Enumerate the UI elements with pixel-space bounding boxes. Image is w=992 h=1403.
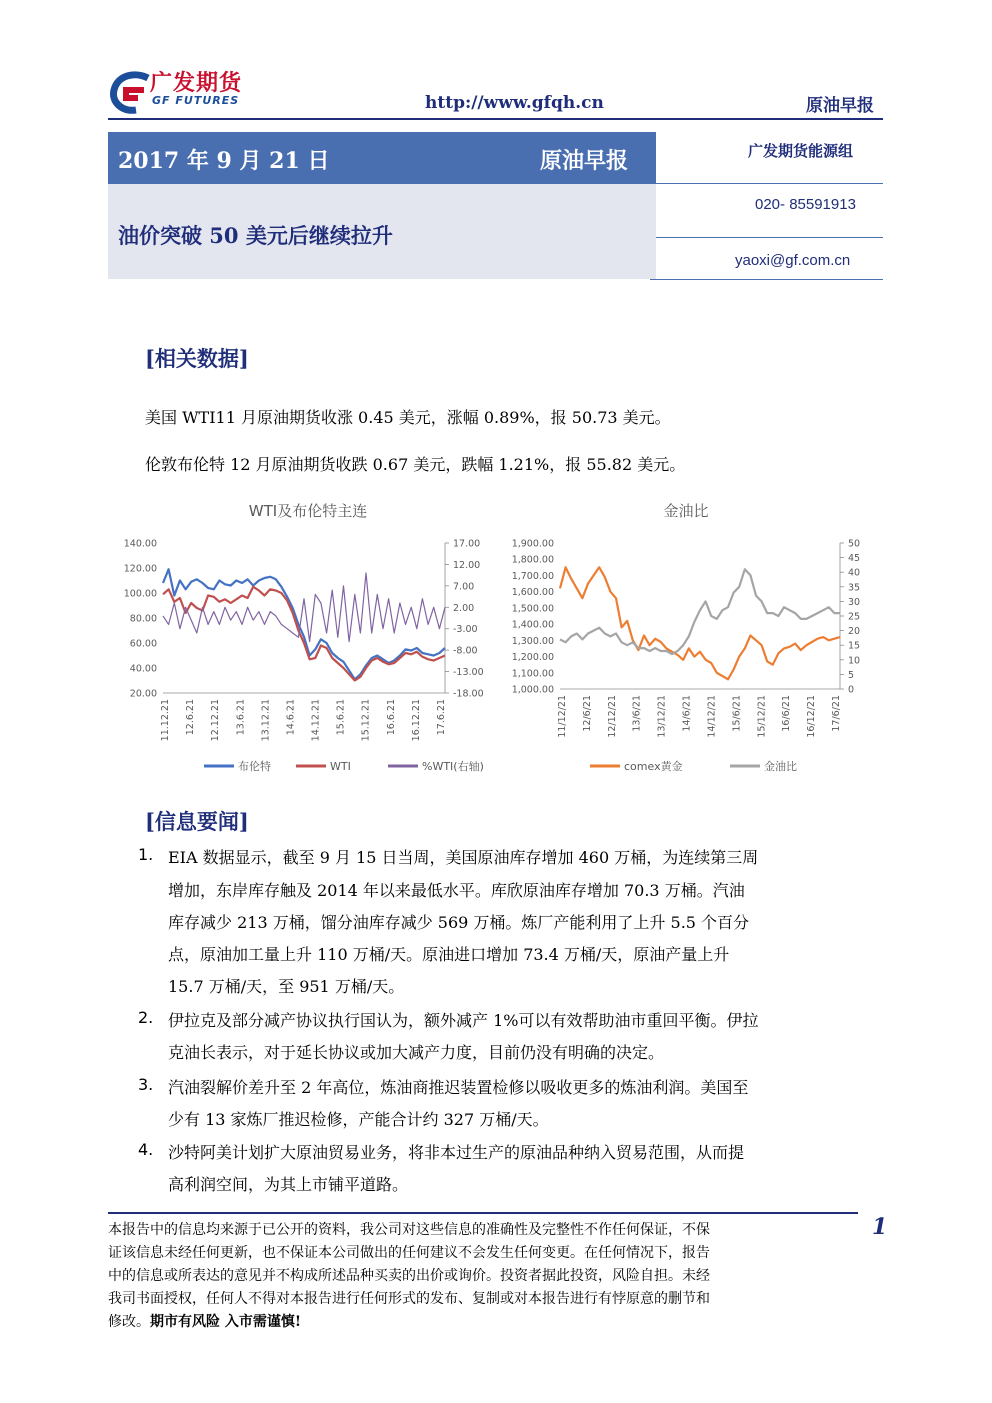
y-left-tick-label: 120.00 [123, 563, 157, 575]
disclaimer-line: 证该信息未经任何更新，也不保证本公司做出的任何建议不会发生任何变更。在任何情况下，报告 [108, 1245, 710, 1261]
x-tick-label: 16/6/21 [781, 695, 793, 732]
disclaimer-tail: 修改。 [108, 1314, 150, 1330]
logo-english-text: GF FUTURES [152, 94, 240, 107]
news-item-number: 1. [138, 845, 154, 864]
y-right-tick-label: 35 [848, 582, 861, 594]
news-item-number: 4. [138, 1140, 154, 1159]
y-left-tick-label: 1,200.00 [511, 652, 554, 664]
y-right-tick-label: 17.00 [453, 538, 481, 550]
news-item-line: 少有 13 家炼厂推迟检修，产能合计约 327 万桶/天。 [168, 1110, 549, 1129]
x-tick-label: 13.12.21 [260, 699, 272, 742]
y-right-tick-label: 45 [848, 553, 861, 565]
chart-title: WTI及布伦特主连 [248, 502, 368, 520]
legend-label: WTI [330, 760, 351, 773]
section-title-news: [信息要闻] [145, 809, 249, 834]
y-left-tick-label: 1,500.00 [511, 603, 554, 615]
y-left-tick-label: 1,100.00 [511, 668, 554, 680]
chart-wti-brent [118, 498, 498, 788]
x-tick-label: 16/12/21 [806, 695, 818, 738]
news-item-number: 3. [138, 1075, 154, 1094]
y-right-tick-label: -8.00 [453, 645, 478, 657]
series-line [163, 569, 445, 679]
contact-divider [656, 237, 883, 238]
x-tick-label: 14.12.21 [310, 699, 322, 742]
legend-label: 金油比 [764, 760, 797, 773]
x-tick-label: 14/12/21 [706, 695, 718, 738]
x-tick-label: 17/6/21 [831, 695, 842, 732]
contact-divider [656, 183, 883, 184]
x-tick-label: 15/6/21 [731, 695, 743, 732]
y-right-tick-label: -3.00 [453, 624, 478, 636]
y-right-tick-label: 12.00 [453, 559, 481, 571]
footer-divider [108, 1212, 858, 1214]
y-right-tick-label: -18.00 [453, 688, 484, 700]
y-left-tick-label: 40.00 [129, 663, 157, 675]
x-tick-label: 15.12.21 [360, 699, 372, 742]
x-tick-label: 17.6.21 [436, 699, 447, 736]
news-item-line: 15.7 万桶/天，至 951 万桶/天。 [168, 977, 405, 996]
series-line [560, 569, 840, 654]
chart-gold-oil-ratio-svg [505, 498, 885, 788]
logo-chinese-text: 广发期货 [150, 71, 243, 96]
website-link[interactable]: http://www.gfqh.cn [425, 93, 604, 113]
y-right-tick-label: 2.00 [453, 602, 475, 614]
disclaimer-last-line [108, 1311, 301, 1331]
report-headline: 油价突破 50 美元后继续拉升 [118, 223, 393, 248]
news-item-line: EIA 数据显示，截至 9 月 15 日当周，美国原油库存增加 460 万桶，为连续第三周 [168, 848, 759, 867]
series-line [560, 567, 840, 679]
x-tick-label: 14/6/21 [681, 695, 693, 732]
y-right-tick-label: 0 [848, 684, 855, 696]
news-item-line: 高利润空间，为其上市铺平道路。 [168, 1175, 409, 1194]
x-tick-label: 12/12/21 [606, 695, 618, 738]
news-item-line: 增加，东岸库存触及 2014 年以来最低水平。库欣原油库存增加 70.3 万桶。汽油 [168, 881, 745, 900]
x-tick-label: 16.12.21 [410, 699, 422, 742]
x-tick-label: 14.6.21 [285, 699, 297, 736]
y-left-tick-label: 1,900.00 [511, 538, 554, 550]
x-tick-label: 15/12/21 [756, 695, 768, 738]
contact-email[interactable]: yaoxi@gf.com.cn [735, 252, 851, 269]
data-line-brent: 伦敦布伦特 12 月原油期货收跌 0.67 美元，跌幅 1.21%，报 55.82 美元。 [145, 455, 686, 474]
x-tick-label: 12.12.21 [210, 699, 222, 742]
data-line-wti: 美国 WTI11 月原油期货收涨 0.45 美元，涨幅 0.89%，报 50.73 美元。 [145, 408, 671, 427]
y-left-tick-label: 60.00 [129, 638, 157, 650]
y-left-tick-label: 1,300.00 [511, 635, 554, 647]
y-left-tick-label: 1,600.00 [511, 587, 554, 599]
x-tick-label: 12/6/21 [581, 695, 593, 732]
news-item-line: 汽油裂解价差升至 2 年高位，炼油商推迟装置检修以吸收更多的炼油利润。美国至 [168, 1078, 749, 1097]
x-tick-label: 13.6.21 [235, 699, 247, 736]
y-right-tick-label: 50 [848, 538, 861, 550]
x-tick-label: 16.6.21 [385, 699, 397, 736]
y-right-tick-label: 25 [848, 611, 861, 623]
x-tick-label: 12.6.21 [185, 699, 197, 736]
gf-logo-icon [108, 70, 152, 114]
section-title-related-data: [相关数据] [145, 346, 249, 371]
report-name: 原油早报 [540, 148, 629, 174]
y-left-tick-label: 80.00 [129, 613, 157, 625]
report-date: 2017 年 9 月 21 日 [118, 148, 330, 174]
disclaimer-line: 我司书面授权，任何人不得对本报告进行任何形式的发布、复制或对本报告进行有悖原意的删节和 [108, 1291, 710, 1307]
risk-warning: 期市有风险 入市需谨慎! [150, 1314, 302, 1330]
page-number: 1 [872, 1214, 888, 1240]
x-tick-label: 11.12.21 [160, 699, 171, 742]
y-left-tick-label: 140.00 [123, 538, 157, 550]
y-left-tick-label: 20.00 [129, 688, 157, 700]
chart-title: 金油比 [663, 502, 709, 520]
x-tick-label: 13/6/21 [631, 695, 643, 732]
y-left-tick-label: 1,700.00 [511, 570, 554, 582]
contact-phone: 020- 85591913 [755, 196, 856, 213]
y-right-tick-label: 10 [848, 655, 861, 667]
legend-label: 布伦特 [238, 760, 271, 773]
news-item-line: 克油长表示，对于延长协议或加大减产力度，目前仍没有明确的决定。 [168, 1043, 665, 1062]
x-tick-label: 11/12/21 [557, 695, 568, 738]
news-item-line: 伊拉克及部分减产协议执行国认为，额外减产 1%可以有效帮助油市重回平衡。伊拉 [168, 1011, 759, 1030]
header-report-type: 原油早报 [806, 96, 874, 116]
news-item-line: 点，原油加工量上升 110 万桶/天。原油进口增加 73.4 万桶/天，原油产量上升 [168, 945, 730, 964]
y-right-tick-label: 5 [848, 669, 855, 681]
author-team: 广发期货能源组 [748, 142, 854, 160]
news-item-line: 库存减少 213 万桶，馏分油库存减少 569 万桶。炼厂产能利用了上升 5.5 个百分 [168, 913, 750, 932]
news-item-number: 2. [138, 1008, 154, 1027]
chart-gold-oil-ratio [505, 498, 885, 788]
y-left-tick-label: 1,000.00 [511, 684, 554, 696]
news-item-line: 沙特阿美计划扩大原油贸易业务，将非本过生产的原油品种纳入贸易范围，从而提 [168, 1143, 745, 1162]
y-right-tick-label: 30 [848, 596, 861, 608]
y-right-tick-label: 40 [848, 567, 861, 579]
y-left-tick-label: 1,800.00 [511, 554, 554, 566]
legend-label: comex黄金 [624, 760, 683, 773]
y-right-tick-label: 7.00 [453, 581, 475, 593]
y-right-tick-label: 20 [848, 626, 861, 638]
y-left-tick-label: 100.00 [123, 588, 157, 600]
y-right-tick-label: -13.00 [453, 667, 484, 679]
disclaimer-line: 中的信息或所表达的意见并不构成所述品种买卖的出价或询价。投资者据此投资，风险自担。未经 [108, 1268, 710, 1284]
contact-divider [650, 279, 883, 280]
legend-label: %WTI(右轴) [422, 760, 484, 773]
x-tick-label: 13/12/21 [656, 695, 668, 738]
series-line [163, 573, 445, 642]
header-divider [108, 118, 883, 120]
x-tick-label: 15.6.21 [335, 699, 347, 736]
chart-wti-brent-svg [118, 498, 498, 788]
y-left-tick-label: 1,400.00 [511, 619, 554, 631]
disclaimer-line: 本报告中的信息均来源于已公开的资料，我公司对这些信息的准确性及完整性不作任何保证，不保 [108, 1222, 710, 1238]
y-right-tick-label: 15 [848, 640, 861, 652]
